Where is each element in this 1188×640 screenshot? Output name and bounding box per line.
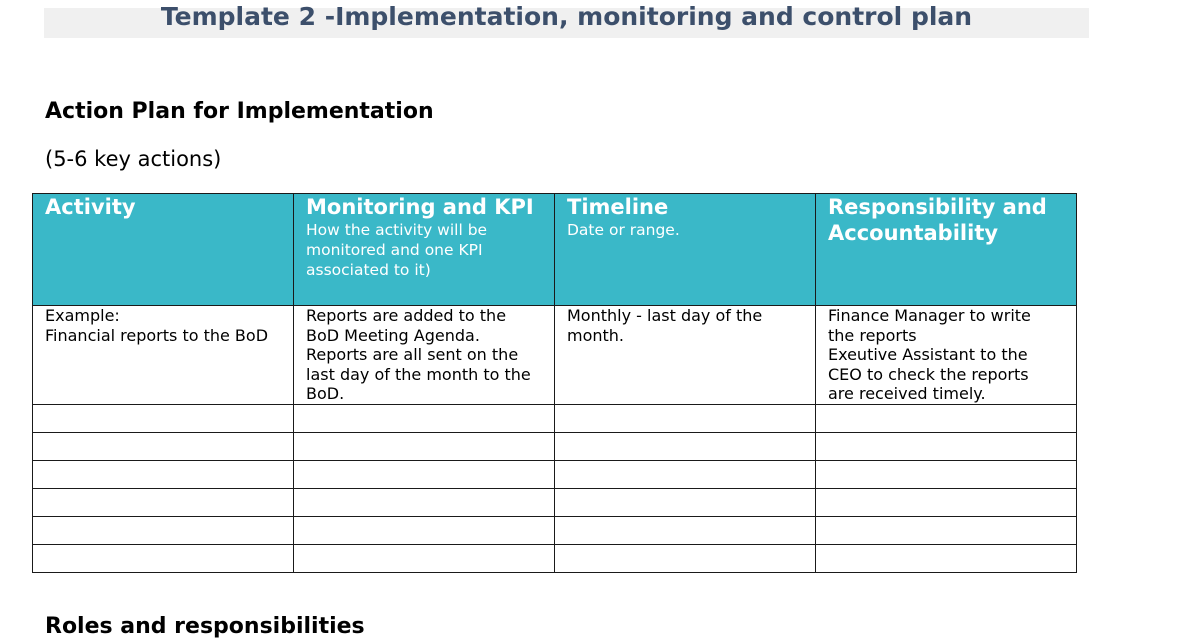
empty-cell[interactable] (33, 433, 294, 461)
header-monitoring-kpi (294, 194, 555, 306)
cell-text: Example: (45, 306, 120, 325)
table-row (33, 517, 1077, 545)
empty-cell[interactable] (294, 517, 555, 545)
empty-cell[interactable] (33, 489, 294, 517)
table-row (33, 489, 1077, 517)
empty-cell[interactable] (33, 545, 294, 573)
empty-cell[interactable] (555, 405, 816, 433)
cell-text: last day of the month to the (306, 364, 531, 384)
empty-cell[interactable] (555, 461, 816, 489)
cell-text: CEO to check the reports (828, 364, 1029, 384)
empty-cell[interactable] (816, 461, 1077, 489)
table-header-row (33, 194, 1077, 306)
section-subheading: (5-6 key actions) (45, 147, 222, 171)
section-heading: Action Plan for Implementation (45, 99, 434, 124)
document-title: Template 2 -Implementation, monitoring and control plan (160, 2, 973, 31)
cell-monitoring[interactable] (294, 306, 555, 405)
cell-text: Monthly - last day of the (567, 306, 763, 325)
action-plan-table (32, 193, 1077, 573)
table-row-example (33, 306, 1077, 405)
cell-responsibility[interactable] (816, 306, 1077, 405)
empty-cell[interactable] (294, 461, 555, 489)
header-monitoring-kpi-label: Monitoring and KPI (306, 195, 534, 219)
cell-text: Exeutive Assistant to the (828, 345, 1028, 364)
empty-cell[interactable] (816, 433, 1077, 461)
empty-cell[interactable] (33, 461, 294, 489)
header-timeline-description: Date or range. (567, 221, 680, 239)
cell-text: are received timely. (828, 384, 986, 403)
cell-activity[interactable] (33, 306, 294, 405)
header-activity-label: Activity (45, 195, 136, 219)
empty-cell[interactable] (555, 517, 816, 545)
table-row (33, 405, 1077, 433)
table-row (33, 433, 1077, 461)
empty-cell[interactable] (294, 545, 555, 573)
empty-cell[interactable] (33, 405, 294, 433)
empty-rows (33, 405, 1077, 573)
cell-text: month. (567, 325, 625, 345)
empty-cell[interactable] (816, 517, 1077, 545)
header-timeline-label: Timeline (567, 195, 669, 219)
cell-text: Financial reports to the BoD (45, 325, 269, 345)
cell-text: BoD Meeting Agenda. (306, 325, 480, 345)
empty-cell[interactable] (555, 433, 816, 461)
empty-cell[interactable] (555, 545, 816, 573)
header-timeline (555, 194, 816, 306)
header-activity (33, 194, 294, 306)
cell-text: Reports are all sent on the (306, 345, 519, 364)
cell-text: BoD. (306, 384, 345, 403)
empty-cell[interactable] (294, 405, 555, 433)
cell-text: the reports (828, 325, 917, 345)
header-responsibility-label: Responsibility and Accountability (828, 195, 1047, 245)
empty-cell[interactable] (816, 405, 1077, 433)
table-row (33, 461, 1077, 489)
cell-text: Reports are added to the (306, 306, 507, 325)
empty-cell[interactable] (294, 489, 555, 517)
empty-cell[interactable] (816, 489, 1077, 517)
empty-cell[interactable] (294, 433, 555, 461)
cell-text: Finance Manager to write (828, 306, 1031, 325)
empty-cell[interactable] (555, 489, 816, 517)
cell-timeline[interactable] (555, 306, 816, 405)
empty-cell[interactable] (33, 517, 294, 545)
roles-section-heading: Roles and responsibilities (45, 614, 365, 639)
header-responsibility (816, 194, 1077, 306)
empty-cell[interactable] (816, 545, 1077, 573)
header-monitoring-kpi-description: How the activity will be monitored and one KPI associated to it) (306, 221, 488, 279)
table-row (33, 545, 1077, 573)
